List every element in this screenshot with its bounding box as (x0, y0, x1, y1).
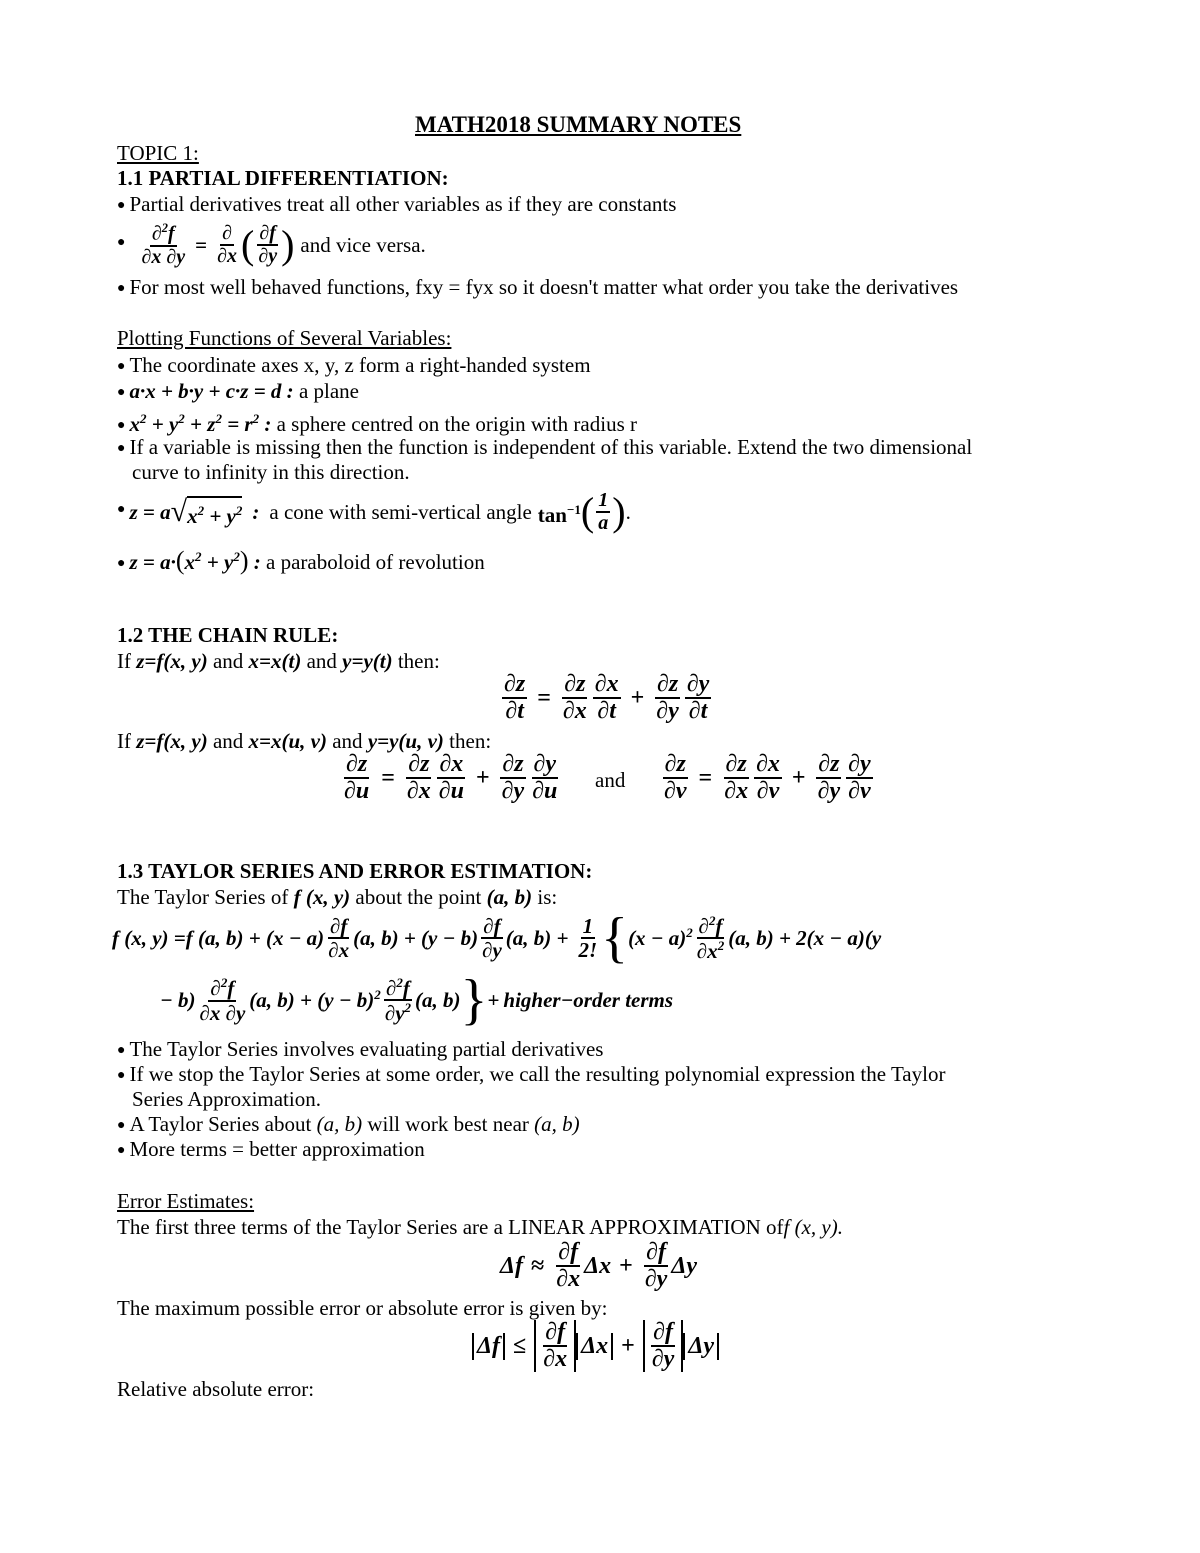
relative-error-text: Relative absolute error: (117, 1377, 315, 1401)
bullet-cone: ● z = a √ $x^2 + y^2$ : a cone with semi-vertical angle $\tan^{-1}$ ( $\frac{1}{a}$ ) . (117, 489, 631, 534)
linear-approx-text: The first three terms of the Taylor Series are a LINEAR APPROXIMATION off (x, y). (117, 1215, 843, 1239)
chain-rule-condition-1: If z=f(x, y) and x=x(t) and y=y(t) then: (117, 649, 440, 673)
bullet-more-terms: ● More terms = better approximation (117, 1137, 425, 1161)
bullet-taylor-approx: ● If we stop the Taylor Series at some order, we call the resulting polynomial expression the Taylor (117, 1062, 946, 1086)
bullet-missing-variable-cont: curve to infinity in this direction. (132, 460, 410, 484)
taylor-intro: The Taylor Series of f (x, y) about the point (a, b) is: (117, 885, 558, 909)
chain-rule-condition-2: If z=f(x, y) and x=x(u, v) and y=y(u, v) then: (117, 729, 492, 753)
bullet-sphere: ● $x^2 + y^2 + z^2 = r^2$ : a sphere centred on the origin with radius r (117, 411, 637, 436)
bullet-paraboloid: ● $z = a\cdot(x^2 + y^2)$ : a paraboloid of revolution (117, 546, 485, 575)
bullet-taylor-partials: ● The Taylor Series involves evaluating partial derivatives (117, 1037, 604, 1061)
linear-approx-formula: Δf ≈ $\frac{\partial f}{\partial x}$ Δx + $\frac{\partial f}{\partial y}$ Δy (500, 1239, 698, 1293)
absolute-error-formula: Δf ≤ $\frac{\partial f}{\partial x}$ Δx + $\frac{\partial f}{\partial y}$ Δy (472, 1320, 719, 1372)
bullet-plane: ● a·x + b·y + c·z = d : a plane (117, 379, 359, 403)
bullet-partial-derivatives: ● Partial derivatives treat all other variables as if they are constants (117, 192, 677, 216)
bullet-axes: ● The coordinate axes x, y, z form a right-handed system (117, 353, 591, 377)
taylor-series-line-1: f (x, y) =f (a, b) + (x − a) $\frac{\partial f}{\partial x}$ (a, b) + (y − b) $\frac{\partial f}{\partial y}$ (a, b) + $\frac{1}{2!}$ { $(x - a)^2$ $\frac{\partial^2f}{\partial x^2}$ (a, b) + 2(x − a)(y (112, 907, 882, 969)
chain-rule-formula-v: $\frac{\partial z}{\partial v}$ = $\frac{\partial z}{\partial x}$ $\frac{\partial x}{\partial v}$ + $\frac{\partial z}{\partial y}$ $\frac{\partial y}{\partial v}$ (664, 751, 871, 805)
bullet-missing-variable: ● If a variable is missing then the function is independent of this variable. Extend the two dimensional (117, 435, 973, 459)
bullet-taylor-approx-cont: Series Approximation. (132, 1087, 321, 1111)
chain-rule-and: and (595, 768, 626, 792)
section-heading-1-3: 1.3 TAYLOR SERIES AND ERROR ESTIMATION: (117, 859, 593, 883)
chain-rule-formula-u: $\frac{\partial z}{\partial u}$ = $\frac{\partial z}{\partial x}$ $\frac{\partial x}{\partial u}$ + $\frac{\partial z}{\partial y}$ $\frac{\partial y}{\partial u}$ (344, 751, 558, 805)
topic-label: TOPIC 1: (117, 141, 199, 165)
chain-rule-formula-1: $\frac{\partial z}{\partial t}$ = $\frac{\partial z}{\partial x}$ $\frac{\partial x}{\partial t}$ + $\frac{\partial z}{\partial y}$ $\frac{\partial y}{\partial t}$ (504, 671, 710, 725)
absolute-error-text: The maximum possible error or absolute error is given by: (117, 1296, 608, 1320)
bullet-mixed-partials: ● $\frac{\partial^2f}{\partial x \partial y}$ = $\frac{\partial}{\partial x}$ ( $\frac{\partial f}{\partial y}$ ) and vice versa. (117, 221, 426, 268)
error-estimates-heading: Error Estimates: (117, 1189, 255, 1213)
page-title: MATH2018 SUMMARY NOTES (415, 112, 742, 137)
bullet-taylor-near: ● A Taylor Series about (a, b) will work best near (a, b) (117, 1112, 580, 1136)
bullet-well-behaved: ● For most well behaved functions, fxy = fyx so it doesn't matter what order you take the derivatives (117, 275, 959, 299)
taylor-series-line-2: − b) $\frac{\partial^2f}{\partial x \partial y}$ (a, $b) + (y - b)^2$ $\frac{\partial^2f}{\partial y^2}$ (a, b) } + higher−order terms (160, 969, 674, 1031)
plotting-heading: Plotting Functions of Several Variables: (117, 326, 452, 350)
section-heading-1-2: 1.2 THE CHAIN RULE: (117, 623, 339, 647)
section-heading-1-1: 1.1 PARTIAL DIFFERENTIATION: (117, 166, 449, 190)
